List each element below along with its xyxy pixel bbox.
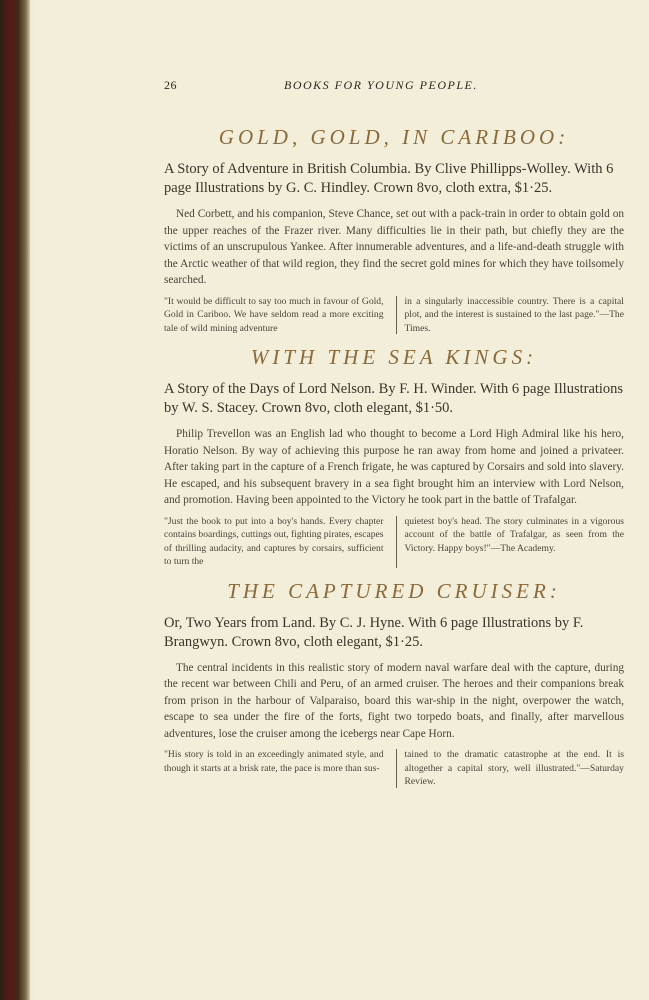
entry-subtitle: A Story of Adventure in British Columbia. By Clive Phillipps-Wolley. With 6 page Illustrations by G. C. Hindley. Crown 8vo, cloth extra, $1·25. bbox=[164, 161, 614, 196]
book-entry bbox=[164, 345, 624, 569]
entry-subtitle: A Story of the Days of Lord Nelson. By F. H. Winder. With 6 page Illustrations by W. S. Stacey. Crown 8vo, cloth elegant, $1·50. bbox=[164, 381, 624, 416]
review-right-column: quietest boy's head. The story culminates in a vigorous account of the battle of Trafalgar, as seen from the Victory. Happy boys!"—The Academy. bbox=[404, 515, 624, 554]
review-left-column: "His story is told in an exceedingly animated style, and though it starts at a brisk rate, the pace is more than sus- bbox=[164, 749, 384, 774]
entry-title: THE CAPTURED CRUISER: bbox=[227, 578, 561, 603]
entry-title: GOLD, GOLD, IN CARIBOO: bbox=[218, 125, 570, 149]
review-right-column: tained to the dramatic catastrophe at the end. It is altogether a capital story, well illustrated."—Saturday Review. bbox=[404, 749, 624, 787]
column-divider bbox=[396, 296, 397, 335]
review-quote bbox=[164, 515, 624, 569]
entry-title: WITH THE SEA KINGS: bbox=[250, 345, 538, 369]
book-page bbox=[34, 0, 649, 1000]
review-quote bbox=[164, 748, 624, 789]
entry-description: Ned Corbett, and his companion, Steve Chance, set out with a pack-train in order to obtain gold on the upper reaches of the Frazer river. Many difficulties lie in their path, but chiefly they are the victims of an unscrupulous Yankee. After innumerable adventures, and a life-and-death struggle with the Arctic weather of that wild region, they find the secret gold mines for which they have toilsomely searched. bbox=[164, 208, 624, 286]
entry-subtitle: Or, Two Years from Land. By C. J. Hyne. With 6 page Illustrations by F. Brangwyn. Crown 8vo, cloth elegant, $1·25. bbox=[164, 614, 584, 650]
running-title: BOOKS FOR YOUNG PEOPLE. bbox=[284, 78, 478, 92]
review-left-column: "It would be difficult to say too much in favour of Gold, Gold in Cariboo. We have seldom read a more exciting tale of wild mining adventure bbox=[164, 295, 384, 334]
review-quote bbox=[164, 295, 624, 336]
page-number: 26 bbox=[164, 78, 177, 92]
entry-description: Philip Trevellon was an English lad who thought to become a Lord High Admiral like his hero, Horatio Nelson. By way of achieving this purpose he ran away from home and joined a privateer. After taking part in the capture of a French frigate, he was captured by Corsairs and sold into slavery. He escaped, and his subsequent bravery in a sea fight brought him an interview with Lord Nelson, and promotion. Having been appointed to the Victory he took part in the battle of Trafalgar. bbox=[164, 428, 624, 506]
running-head bbox=[164, 78, 624, 93]
column-divider bbox=[396, 749, 397, 788]
review-left-column: "Just the book to put into a boy's hands. Every chapter contains boardings, cuttings out, fighting pirates, escapes of thrilling audacity, and captures by corsairs, sufficient to turn the bbox=[164, 515, 384, 567]
review-right-column: in a singularly inaccessible country. There is a capital plot, and the interest is sustained to the last page."—The Times. bbox=[404, 295, 624, 334]
entry-description: The central incidents in this realistic story of modern naval warfare deal with the capture, during the recent war between Chili and Peru, of an armed cruiser. The heroes and their companions break from prison in the harbour of Valparaiso, board this war-ship in the night, overpower the watch, escape to sea under the fire of the forts, fight two torpedo boats, and finally, after marvellous adventures, lose the cruiser among the icebergs near Cape Horn. bbox=[164, 661, 624, 740]
page-content bbox=[164, 78, 624, 799]
column-divider bbox=[396, 516, 397, 568]
book-entry bbox=[164, 125, 624, 335]
book-spine bbox=[0, 0, 30, 1000]
book-entry bbox=[164, 579, 624, 789]
